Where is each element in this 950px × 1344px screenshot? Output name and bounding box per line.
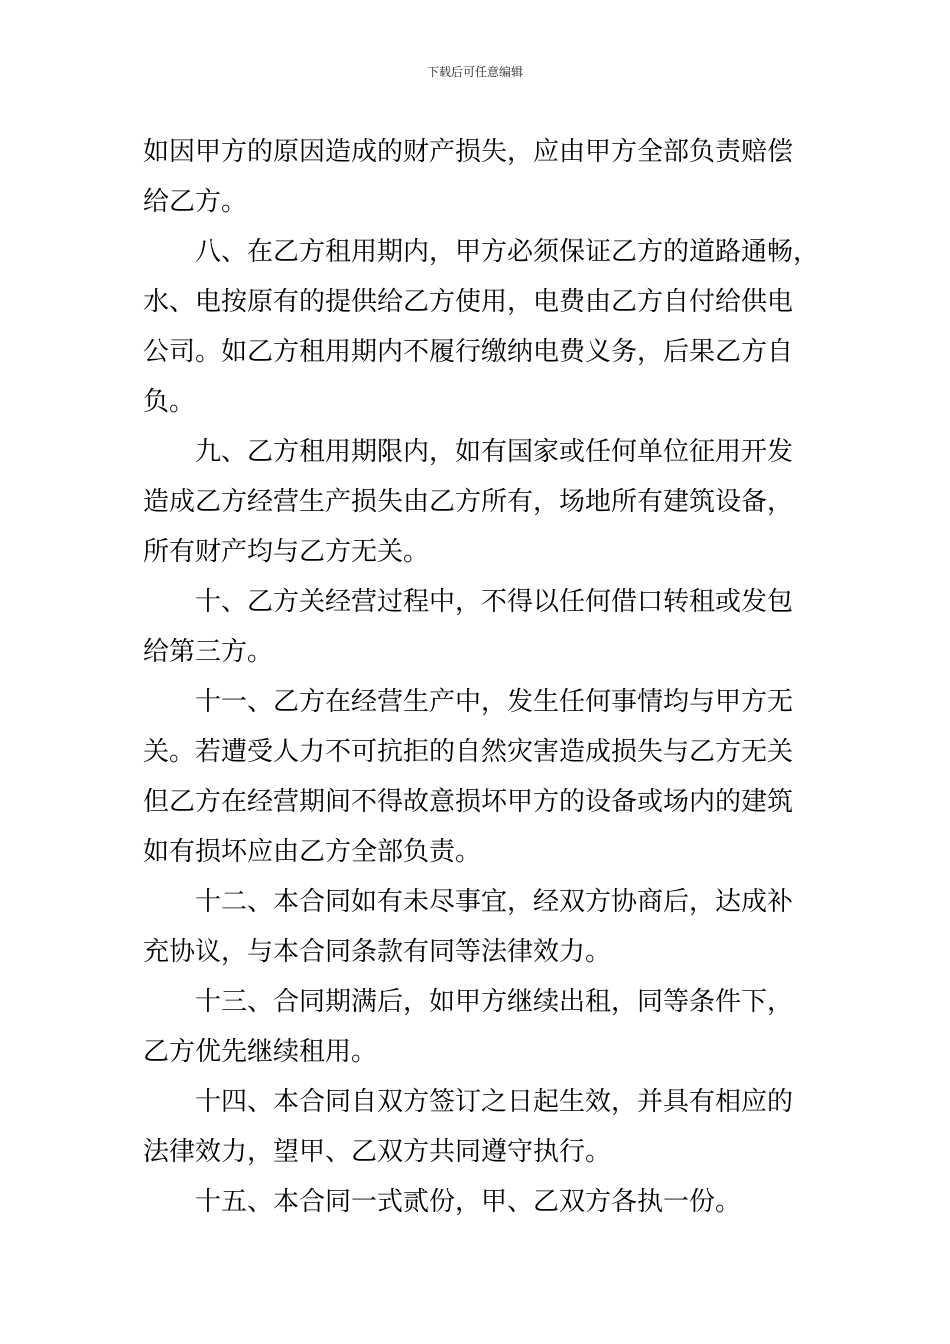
text-line: 十二、本合同如有未尽事宜，经双方协商后，达成补 [143, 887, 794, 917]
text-line: 所有财产均与乙方无关。 [143, 537, 430, 567]
document-body [143, 127, 823, 1227]
page-header: 下载后可任意编辑 [426, 65, 523, 79]
text-line: 给乙方。 [143, 187, 248, 217]
text-line: 给第三方。 [143, 637, 274, 667]
text-line: 乙方优先继续租用。 [143, 1037, 378, 1067]
text-line: 但乙方在经营期间不得故意损坏甲方的设备或场内的建筑 [143, 787, 794, 817]
text-line: 九、乙方租用期限内，如有国家或任何单位征用开发 [143, 437, 794, 467]
text-line: 如有损坏应由乙方全部负责。 [143, 837, 482, 867]
text-line: 八、在乙方租用期内，甲方必须保证乙方的道路通畅， [143, 237, 820, 267]
text-line: 十四、本合同自双方签订之日起生效，并具有相应的 [143, 1087, 794, 1117]
text-line: 法律效力，望甲、乙双方共同遵守执行。 [143, 1137, 612, 1167]
text-line: 公司。如乙方租用期内不履行缴纳电费义务，后果乙方自 [143, 337, 794, 367]
text-line: 十一、乙方在经营生产中，发生任何事情均与甲方无 [143, 687, 794, 717]
text-line: 十、乙方关经营过程中，不得以任何借口转租或发包 [143, 587, 794, 617]
text-line: 充协议，与本合同条款有同等法律效力。 [143, 937, 612, 967]
text-line: 关。若遭受人力不可抗拒的自然灾害造成损失与乙方无关 [143, 737, 794, 767]
text-line: 十三、合同期满后，如甲方继续出租，同等条件下， [143, 987, 794, 1017]
text-line: 水、电按原有的提供给乙方使用，电费由乙方自付给供电 [143, 287, 794, 317]
text-line: 造成乙方经营生产损失由乙方所有，场地所有建筑设备， [143, 487, 794, 517]
text-line: 负。 [143, 387, 196, 417]
text-line: 十五、本合同一式贰份，甲、乙双方各执一份。 [143, 1187, 742, 1217]
text-line: 如因甲方的原因造成的财产损失，应由甲方全部负责赔偿 [143, 137, 794, 167]
